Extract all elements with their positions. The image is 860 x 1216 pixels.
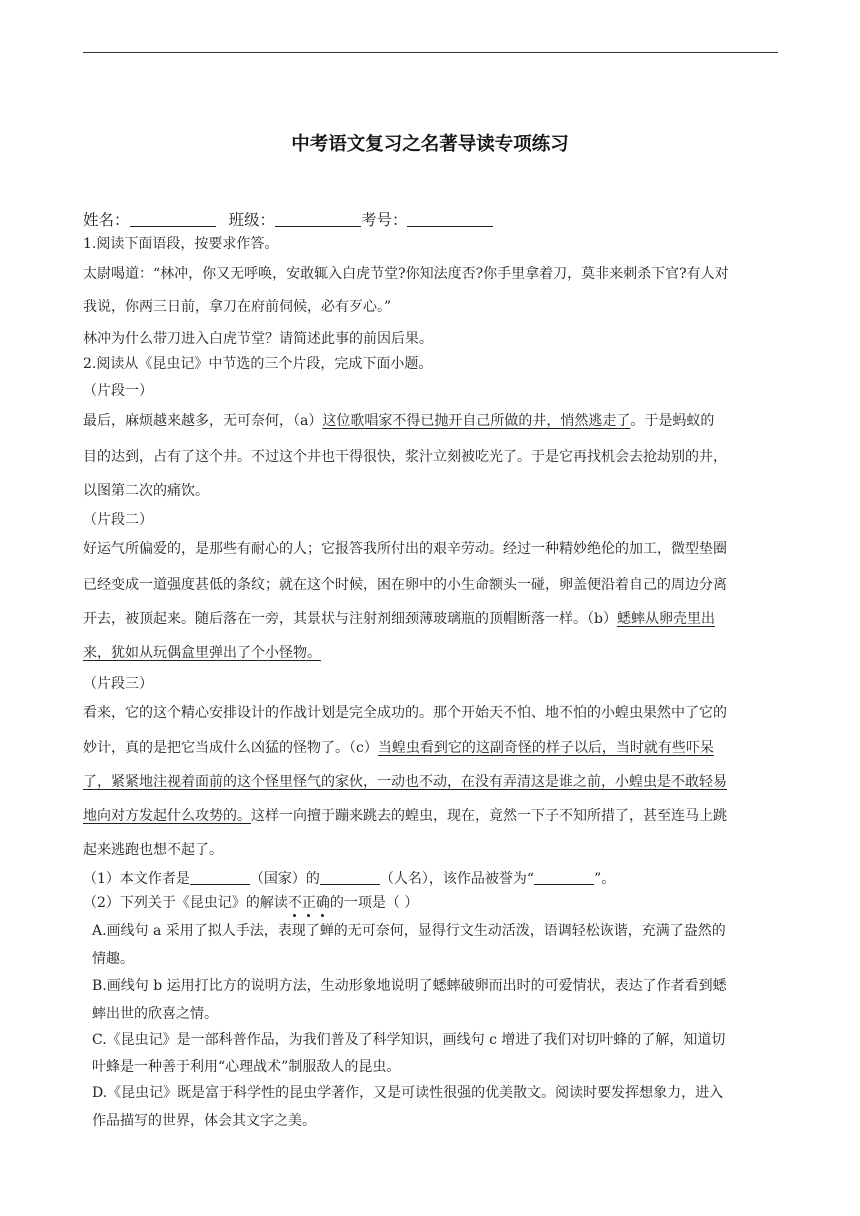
q1-passage-line: 太尉喝道：“林冲，你又无呼唤，安敢辄入白虎节堂?你知法度否?你手里拿着刀，莫非来刺杀下官?有人对 <box>83 266 729 282</box>
segment2-line: 开去，被顶起来。随后落在一旁，其景状与注射剂细颈薄玻璃瓶的顶帽断落一样。（b）蟋蟀从卵壳里出 <box>83 611 715 627</box>
name-label: 姓名： <box>83 211 130 229</box>
segment-label: （片段三） <box>83 676 153 692</box>
segment1-line: 以图第二次的痛饮。 <box>83 483 209 499</box>
q2-intro: 2.阅读从《昆虫记》中节选的三个片段，完成下面小题。 <box>83 356 433 372</box>
segment2-line: 好运气所偏爱的，是那些有耐心的人；它报答我所付出的艰辛劳动。经过一种精妙绝伦的加工，微型垫圈 <box>83 541 727 557</box>
segment-label: （片段一） <box>83 383 153 399</box>
subquestion-1: （1）本文作者是 （国家）的 （人名），该作品被誉为“ ”。 <box>83 871 616 887</box>
exam-blank <box>407 210 493 227</box>
segment-label: （片段二） <box>83 512 153 528</box>
option-d-cont: 作品描写的世界，体会其文字之美。 <box>92 1113 316 1129</box>
page-title: 中考语文复习之名著导读专项练习 <box>291 134 569 155</box>
option-c: C.《昆虫记》是一部科普作品，为我们普及了科学知识，画线句 c 增进了我们对切叶蜂的了解，知道切 <box>92 1032 726 1048</box>
option-d: D.《昆虫记》既是富于科学性的昆虫学著作，又是可读性很强的优美散文。阅读时要发挥想象力，进入 <box>92 1085 724 1101</box>
underlined-sentence-c: 当蝗虫看到它的这副奇怪的样子以后，当时就有些吓呆 <box>377 740 714 756</box>
segment3-line: 起来逃跑也想不起了。 <box>83 842 223 858</box>
author-blank <box>320 870 380 885</box>
underlined-sentence-a: 这位歌唱家不得已抛开自己所做的井，悄然逃走了 <box>322 413 631 429</box>
class-blank <box>275 210 361 227</box>
option-b-cont: 蟀出世的欣喜之情。 <box>92 1006 218 1022</box>
option-a: A.画线句 a 采用了拟人手法，表现了蝉的无可奈何，显得行文生动活泼，语调轻松诙谐，充满了盎然的 <box>92 923 726 939</box>
segment2-line: 已经变成一道强度甚低的条纹；就在这个时候，困在卵中的小生命额头一碰，卵盖便沿着自己的周边分离 <box>83 577 727 593</box>
option-c-cont: 叶蜂是一种善于利用“心理战术”制服敌人的昆虫。 <box>92 1059 401 1075</box>
option-b: B.画线句 b 运用打比方的说明方法，生动形象地说明了蟋蟀破卵而出时的可爱情状，表达了作者看到蟋 <box>92 978 727 994</box>
segment3-line: 妙计，真的是把它当成什么凶猛的怪物了。（c）当蝗虫看到它的这副奇怪的样子以后，当时就有些吓呆 <box>83 740 714 756</box>
country-blank <box>190 870 250 885</box>
class-label: 班级： <box>228 211 275 229</box>
option-a-cont: 情趣。 <box>92 951 134 967</box>
underlined-sentence-b: 蟋蟀从卵壳里出 <box>616 611 715 627</box>
segment1-line: 最后，麻烦越来越多，无可奈何，（a）这位歌唱家不得已抛开自己所做的井，悄然逃走了。于是蚂蚁的 <box>83 413 715 429</box>
q1-intro: 1.阅读下面语段，按要求作答。 <box>83 236 279 252</box>
segment3-line: 看来，它的这个精心安排设计的作战计划是完全成功的。那个开始天不怕、地不怕的小蝗虫果然中了它的 <box>83 705 727 721</box>
underlined-sentence-c-end: 地向对方发起什么攻势的。 <box>83 808 251 824</box>
honor-blank <box>534 870 594 885</box>
name-blank <box>130 210 216 227</box>
segment3-line <box>83 772 783 792</box>
underlined-sentence-b-cont: 来，犹如从玩偶盒里弹出了个小怪物。 <box>83 645 321 661</box>
subquestion-2: （2）下列关于《昆虫记》的解读不正确的一项是（ ） <box>83 895 419 911</box>
segment3-line: 地向对方发起什么攻势的。这样一向擅于蹦来跳去的蝗虫，现在，竟然一下子不知所措了，甚至连马上跳 <box>83 808 727 824</box>
segment1-line: 目的达到，占有了这个井。不过这个井也干得很快，浆汁立刻被吃光了。于是它再找机会去抢劫别的井， <box>83 449 727 465</box>
q1-passage-line: 我说，你两三日前，拿刀在府前伺候，必有歹心。” <box>83 299 392 315</box>
underlined-sentence-c-cont: 了，紧紧地注视着面前的这个怪里怪气的家伙，一动也不动，在没有弄清这是谁之前，小蝗虫是不敢轻易 <box>83 774 727 790</box>
exam-label: 考号： <box>360 211 408 229</box>
q1-question: 林冲为什么带刀进入白虎节堂？请简述此事的前因后果。 <box>83 331 433 347</box>
student-info-line <box>83 208 493 230</box>
segment2-line <box>83 643 783 663</box>
header-rule <box>83 52 778 53</box>
